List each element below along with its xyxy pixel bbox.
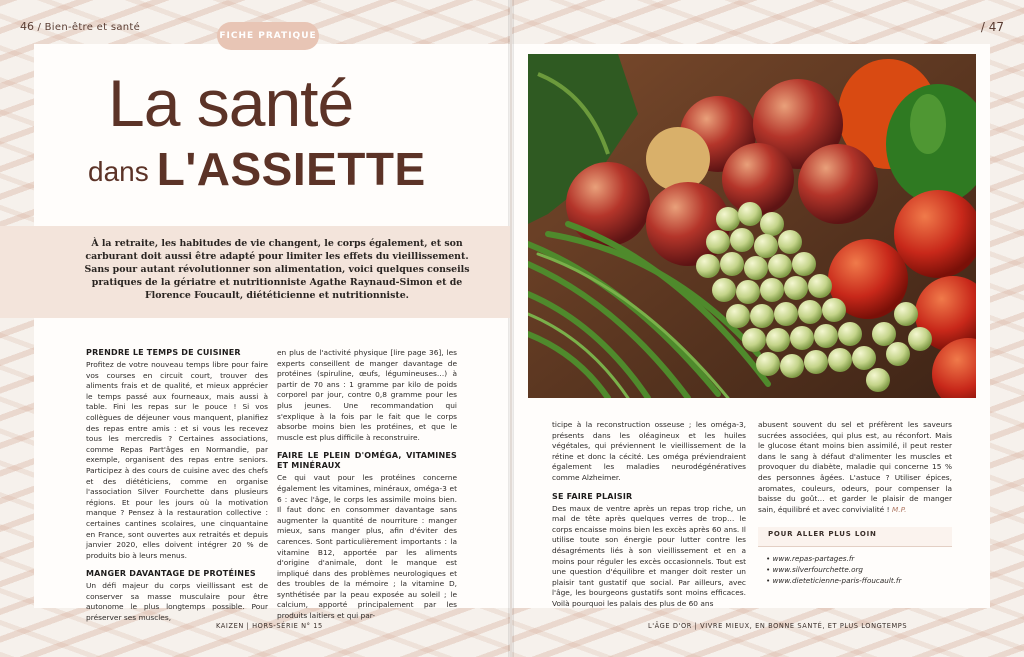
paragraph-omega: Ce qui vaut pour les protéines concerne également les vitamines, minéraux, oméga-3 et 6 : avec l'âge, le corps les assimile moins bien. Il faut donc en consommer davantage sans augmenter la quantité de nourriture : manger mieux, sans manger plus, afin d'éviter des carences. Sont particulièrement importants : la vitamine B12, apportée par les aliments d'origine d'animale, dont le manque est impliqué dans des problèmes neurologiques et des troubles de la mémoire ; la vitamine D, synthétisée par la peau exposée au soleil ; le calcium, apporté principalement par les produits laitiers et qui par- <box>277 473 457 621</box>
left-column-1 <box>86 348 268 624</box>
title-dans: dans <box>88 156 149 187</box>
produce-illustration <box>528 54 976 398</box>
book-gutter <box>508 0 514 657</box>
section-label: / Bien-être et santé <box>37 22 141 33</box>
right-footer: L'ÂGE D'OR | VIVRE MIEUX, EN BONNE SANTÉ, ET PLUS LONGTEMPS <box>648 622 908 630</box>
further-reading-title: POUR ALLER PLUS LOIN <box>758 527 952 547</box>
link-repas-partages[interactable]: • www.repas-partages.fr <box>766 553 855 563</box>
author-signature: M.P. <box>891 504 907 514</box>
link-dieteticienne[interactable]: • www.dieteticienne-paris-ffoucault.fr <box>766 575 902 585</box>
right-column-2 <box>758 420 952 586</box>
fiche-pratique-tag: FICHE PRATIQUE <box>217 22 319 50</box>
left-footer: KAIZEN | HORS-SÉRIE N° 15 <box>216 622 323 630</box>
paragraph-plaisir: Des maux de ventre après un repas trop riche, un mal de tête après quelques verres de trop… le corps encaisse moins bien les excès après 60 ans. Il utilise toute son énergie pour lutter contre les désagréments liés à son vieillissement et en a moins pour réguler les excès occasionnels. Tout est une question d'équilibre et manger doit rester un plaisir tant gustatif que social. Par ailleurs, avec l'âge, les bourgeons gustatifs sont moins efficaces. Voilà pourquoi les palais des plus de 60 ans <box>552 503 746 608</box>
article-title-line2 <box>88 143 426 195</box>
article-intro: À la retraite, les habitudes de vie changent, le corps également, et son carburant doit aussi être adapté pour limiter les effets du vieillissement. Sans pour autant révolutionner son alimentation, voici quelques conseils pratiques de la gériatre et nutritionniste Agathe Raynaud-Simon et de Florence Foucault, diététicienne et nutritionniste. <box>84 238 470 301</box>
heading-omega: FAIRE LE PLEIN D'OMÉGA, VITAMINES ET MINÉRAUX <box>277 451 457 471</box>
fruits-vegetables-photo <box>528 54 976 398</box>
paragraph-proteines-cont: en plus de l'activité physique [lire page 36], les experts conseillent de manger davantage de protéines (spiruline, œufs, légumineuses…) à partir de 70 ans : 1 gramme par kilo de poids corporel par jour, contre 0,8 gramme pour les plus jeunes. Une recommandation qui s'explique à la fois par le fait que le corps absorbe moins bien les protéines, et que le muscle est plus difficile à reconstruire. <box>277 348 457 442</box>
heading-proteines: MANGER DAVANTAGE DE PROTÉINES <box>86 569 256 579</box>
right-column-1 <box>552 420 746 610</box>
page-number-right: / 47 <box>980 20 1004 34</box>
paragraph-plaisir-text: abusent souvent du sel et préfèrent les saveurs sucrées associées, qui plus est, au réconfort. Mais le glucose étant moins bien assimilé, il peut rester dans le sang à défaut d'alimenter les muscles et provoquer du diabète, maladie qui concerne 15 % des personnes âgées. L'astuce ? Utiliser épices, aromates, couleurs, odeurs, pour compenser la baisse du goût… et garder le plaisir de manger sain, équilibré et avec convivialité ! <box>758 420 952 514</box>
heading-plaisir: SE FAIRE PLAISIR <box>552 491 633 501</box>
left-column-2 <box>277 348 457 622</box>
paragraph-cuisiner: Profitez de votre nouveau temps libre pour faire vos courses en circuit court, trouver des aliments frais et de qualité, et mieux apprécier le temps passé aux fourneaux, mais aussi à table. Fini les repas sur le pouce ! Si vos collègues de déjeuner vous manquent, planifiez des repas entre amis : et si vous les recevez tous les mercredis ? Certaines associations, comme Repas Part'âges en Normandie, par exemple, organisent des repas entre seniors. Participez à des cours de cuisine avec des chefs et des diététiciens, comme en organise l'association Silver Fourchette dans plusieurs régions. Et pour les jours où la motivation manque ? Pensez à la restauration collective : certaines cantines scolaires, une cinquantaine en France, sont ouvertes aux retraités et depuis janvier 2020, elles doivent intégrer 20 % de produits bio à leurs menus. <box>86 360 268 560</box>
heading-cuisiner: PRENDRE LE TEMPS DE CUISINER <box>86 348 241 357</box>
page-number-left: 46 <box>20 20 34 33</box>
left-folio <box>20 20 140 33</box>
paragraph-plaisir-cont <box>758 420 952 515</box>
article-title-line1: La santé <box>108 66 354 140</box>
paragraph-proteines: Un défi majeur du corps vieillissant est de conserver sa masse musculaire pour être autonome le plus longtemps possible. Pour préserver ses muscles, <box>86 581 268 623</box>
link-silver-fourchette[interactable]: • www.silverfourchette.org <box>766 564 863 574</box>
title-assiette: L'ASSIETTE <box>156 143 426 195</box>
further-reading-links <box>758 553 952 586</box>
paragraph-mineraux-cont: ticipe à la reconstruction osseuse ; les oméga-3, présents dans les oléagineux et les huiles végétales, qui préviennent le vieillissement de la rétine et donc la cécité. Les oméga préviendraient également les maladies neurodégénératives comme Alzheimer. <box>552 420 746 482</box>
